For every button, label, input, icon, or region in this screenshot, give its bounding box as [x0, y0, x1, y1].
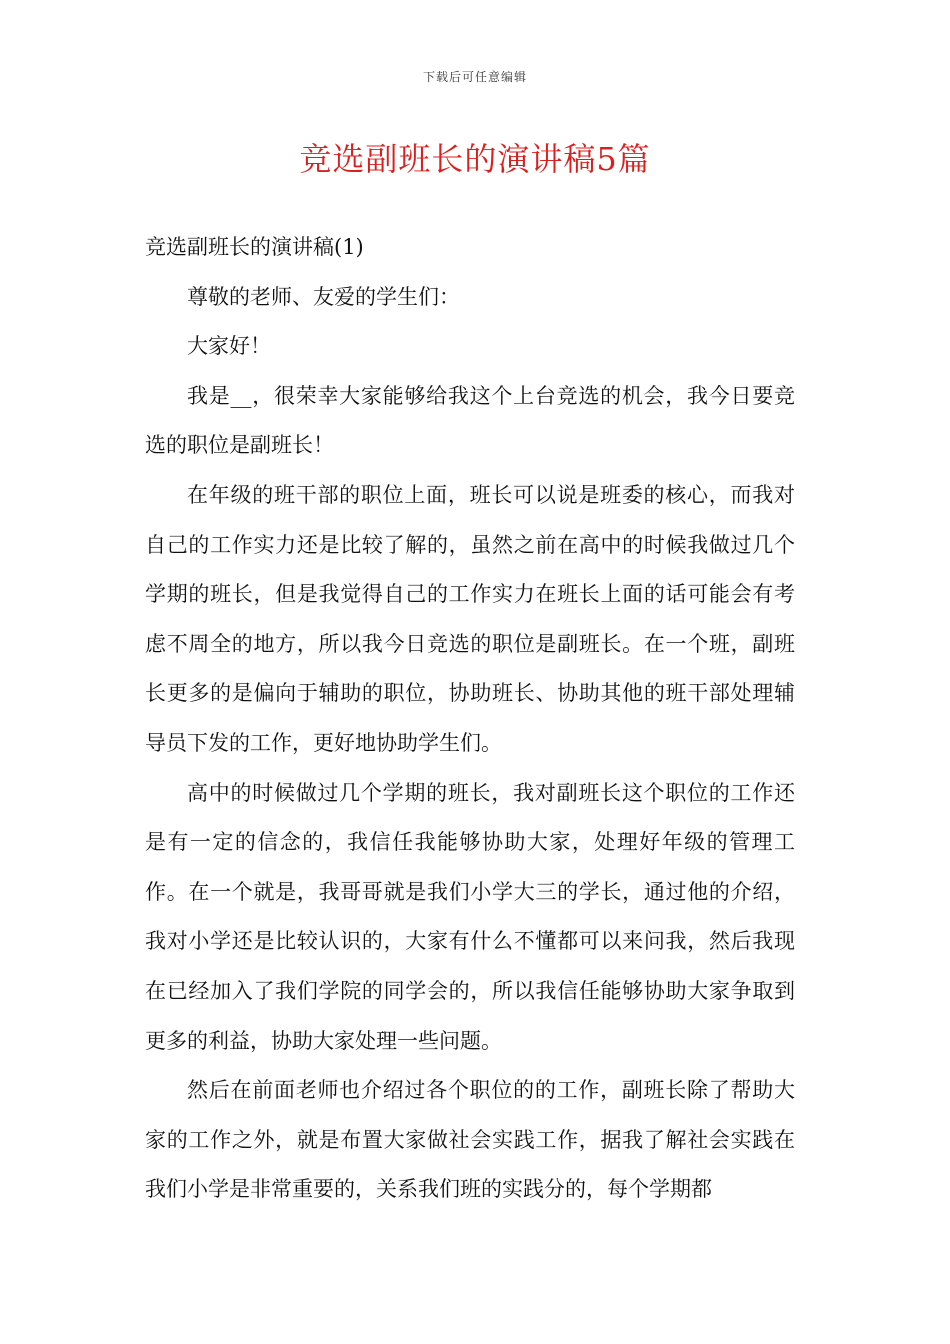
document-body: [145, 223, 795, 1215]
document-title: 竞选副班长的演讲稿5篇: [299, 140, 651, 178]
section-heading: 竞选副班长的演讲稿(1): [145, 235, 364, 259]
body-paragraph: 我是__，很荣幸大家能够给我这个上台竞选的机会，我今日要竞选的职位是副班长！: [145, 383, 795, 458]
header-note: 下载后可任意编辑: [422, 70, 527, 84]
salutation: 尊敬的老师、友爱的学生们：: [187, 284, 460, 309]
body-paragraph: 在年级的班干部的职位上面，班长可以说是班委的核心，而我对自己的工作实力还是比较了解的，虽然之前在高中的时候我做过几个学期的班长，但是我觉得自己的工作实力在班长上面的话可能会有考虑不周全的地方，所以我今日竞选的职位是副班长。在一个班，副班长更多的是偏向于辅助的职位，协助班长、协助其他的班干部处理辅导员下发的工作，更好地协助学生们。: [145, 482, 795, 755]
body-paragraph: 然后在前面老师也介绍过各个职位的的工作，副班长除了帮助大家的工作之外，就是布置大家做社会实践工作，据我了解社会实践在我们小学是非常重要的，关系我们班的实践分的，每个学期都: [145, 1078, 795, 1202]
body-paragraph: 高中的时候做过几个学期的班长，我对副班长这个职位的工作还是有一定的信念的，我信任我能够协助大家，处理好年级的管理工作。在一个就是，我哥哥就是我们小学大三的学长，通过他的介绍，我对小学还是比较认识的，大家有什么不懂都可以来问我，然后我现在已经加入了我们学院的同学会的，所以我信任能够协助大家争取到更多的利益，协助大家处理一些问题。: [145, 780, 795, 1053]
greeting: 大家好！: [187, 334, 271, 359]
